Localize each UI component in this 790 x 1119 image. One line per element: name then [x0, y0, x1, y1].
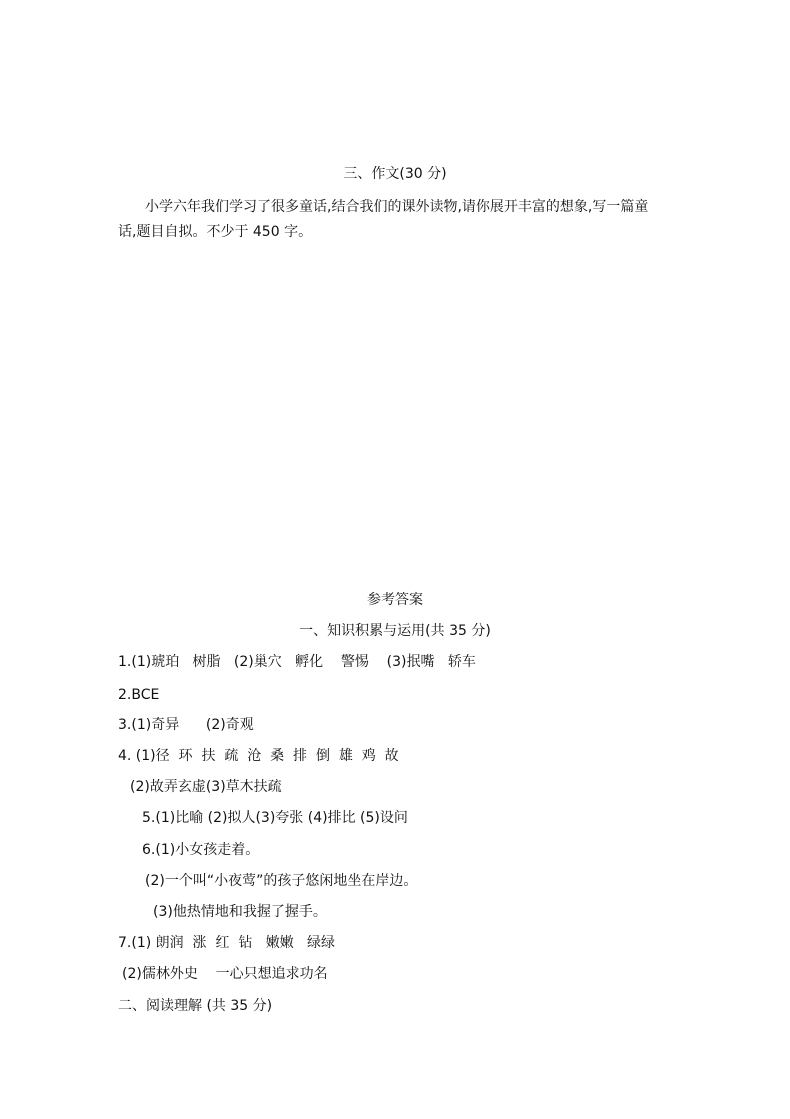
answer-line-10: 7.(1) 朗润 涨 红 钻 嫩嫩 绿绿 — [118, 935, 336, 951]
answer-line-5: (2)故弄玄虚(3)草木扶疏 — [130, 779, 282, 795]
answer-line-11: (2)儒林外史 一心只想追求功名 — [122, 966, 328, 982]
answer-line-3: 3.(1)奇异 (2)奇观 — [118, 717, 254, 733]
answer-line-6: 5.(1)比喻 (2)拟人(3)夸张 (4)排比 (5)设问 — [142, 810, 408, 826]
section1-heading: 一、知识积累与运用(共 35 分) — [299, 623, 491, 639]
answer-line-9: (3)他热情地和我握了握手。 — [153, 904, 327, 920]
answer-line-1: 1.(1)琥珀 树脂 (2)巢穴 孵化 警惕 (3)抿嘴 轿车 — [118, 654, 476, 670]
answer-line-2: 2.BCE — [118, 687, 160, 703]
answer-line-7: 6.(1)小女孩走着。 — [142, 842, 260, 858]
composition-heading: 三、作文(30 分) — [343, 166, 447, 182]
answers-title: 参考答案 — [367, 592, 423, 608]
composition-prompt-line-1: 小学六年我们学习了很多童话,结合我们的课外读物,请你展开丰富的想象,写一篇童 — [145, 199, 649, 215]
composition-prompt-line-2: 话,题目自拟。不少于 450 字。 — [118, 224, 313, 240]
answer-line-4: 4. (1)径 环 扶 疏 沧 桑 排 倒 雄 鸡 故 — [118, 748, 399, 764]
answer-line-8: (2)一个叫“小夜莺”的孩子悠闲地坐在岸边。 — [145, 873, 418, 889]
section2-heading: 二、阅读理解 (共 35 分) — [118, 998, 273, 1014]
